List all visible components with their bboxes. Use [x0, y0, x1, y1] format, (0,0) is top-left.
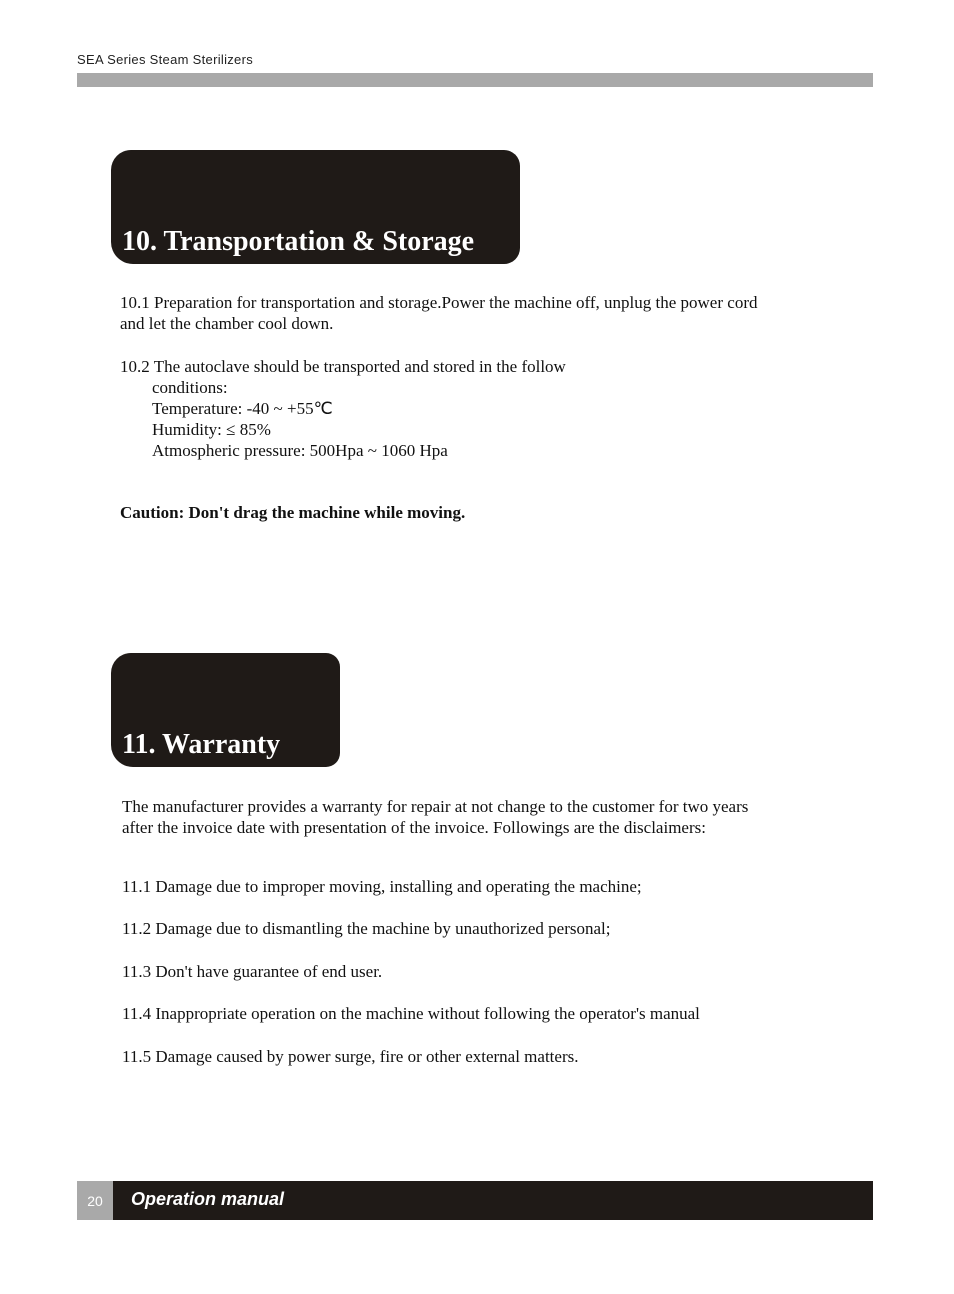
- warranty-intro-line-2: after the invoice date with presentation of the invoice. Followings are the disclaimers:: [122, 818, 706, 837]
- paragraph-10-2-line-2: conditions:: [152, 378, 228, 397]
- disclaimer-item-5: 11.5 Damage caused by power surge, fire or other external matters.: [122, 1047, 579, 1066]
- page-number: 20: [77, 1181, 113, 1220]
- disclaimer-item-2: 11.2 Damage due to dismantling the machine by unauthorized personal;: [122, 919, 611, 938]
- paragraph-10-2: [120, 356, 566, 461]
- disclaimer-item-1: 11.1 Damage due to improper moving, installing and operating the machine;: [122, 877, 642, 896]
- section-11-banner: [111, 653, 340, 767]
- running-header-title: SEA Series Steam Sterilizers: [77, 52, 254, 67]
- warranty-intro-line-1: The manufacturer provides a warranty for repair at not change to the customer for two years: [122, 797, 749, 816]
- paragraph-10-1: [120, 292, 757, 334]
- paragraph-10-1-line-1: 10.1 Preparation for transportation and storage.Power the machine off, unplug the power cord: [120, 293, 758, 312]
- section-10-title: 10. Transportation & Storage: [122, 226, 475, 257]
- footer-label: Operation manual: [131, 1189, 285, 1209]
- paragraph-10-1-line-2: and let the chamber cool down.: [120, 314, 334, 333]
- header-divider-bar: [77, 73, 873, 87]
- humidity-condition: Humidity: ≤ 85%: [152, 420, 271, 439]
- paragraph-10-2-line-1: 10.2 The autoclave should be transported and stored in the follow: [120, 357, 566, 376]
- caution-note: Caution: Don't drag the machine while moving.: [120, 503, 466, 522]
- section-10-banner: [111, 150, 520, 264]
- section-11-title: 11. Warranty: [122, 729, 281, 760]
- temperature-condition: Temperature: -40 ~ +55℃: [152, 399, 333, 418]
- disclaimer-item-4: 11.4 Inappropriate operation on the machine without following the operator's manual: [122, 1004, 700, 1023]
- disclaimer-item-3: 11.3 Don't have guarantee of end user.: [122, 962, 383, 981]
- warranty-intro: [122, 796, 748, 838]
- footer-bar: [113, 1181, 873, 1220]
- pressure-condition: Atmospheric pressure: 500Hpa ~ 1060 Hpa: [152, 441, 448, 460]
